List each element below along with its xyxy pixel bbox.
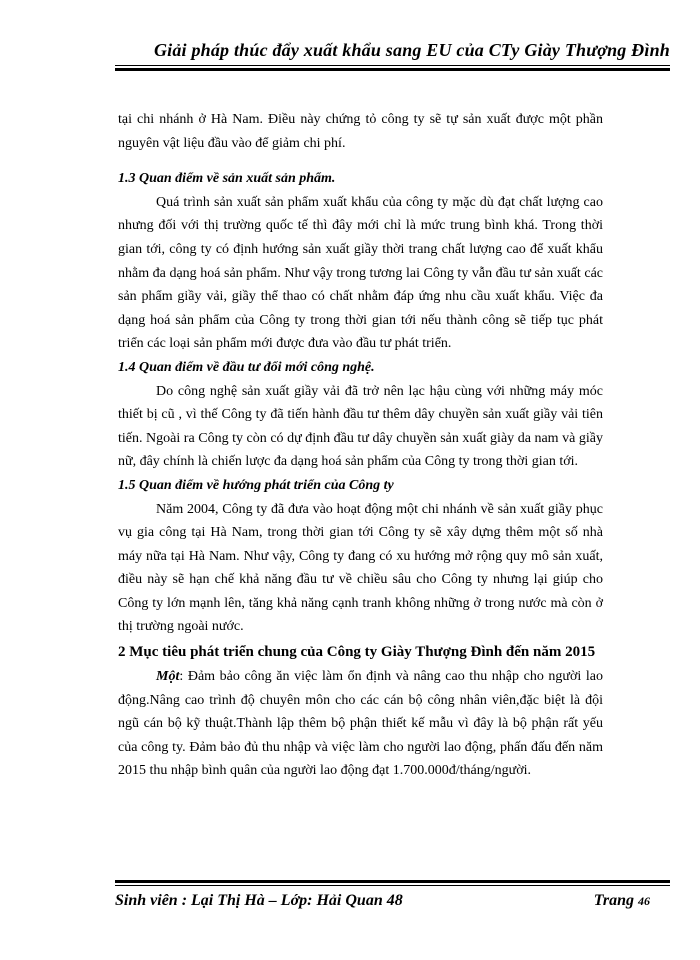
header-title: Giải pháp thúc đẩy xuất khẩu sang EU của CTy Giày Thượng Đình bbox=[153, 40, 670, 60]
section-1-5-paragraph: Năm 2004, Công ty đã đưa vào hoạt động một chi nhánh về sản xuất giầy phục vụ gia công tại Hà Nam, trong thời gian tới Công ty sẽ xây dựng thêm một số nhà máy nữa tại Hà Nam. Như vậy, Công ty đang có xu hướng mở rộng quy mô sản xuất, điều này sẽ hạn chế khả năng đầu tư về chiều sâu cho Công ty nhưng lại giúp cho Công ty lớn mạnh lên, tăng khả năng cạnh tranh không những ở trong nước mà còn ở thị trường ngoài nước. bbox=[118, 501, 603, 635]
header-rule-thick bbox=[115, 68, 670, 71]
page-footer bbox=[115, 880, 670, 920]
page-header bbox=[115, 36, 670, 70]
page-label: Trang bbox=[593, 892, 634, 909]
section-1-3-heading: 1.3 Quan điểm về sản xuất sản phẩm. bbox=[118, 171, 336, 187]
section-1-3-paragraph: Quá trình sản xuất sản phẩm xuất khẩu của công ty mặc dù đạt chất lượng cao nhưng đối với thị trường quốc tế thì đây mới chỉ là mức trung bình khá. Trong thời gian tới, công ty có định hướng sản xuất giầy thời trang chất lượng cao để xuất khẩu nhằm đa dạng hoá sản phẩm. Như vậy trong tương lai Công ty vẫn đầu tư sản xuất các sản phẩm giầy vải, giầy thể thao có chất nhằm đáp ứng nhu cầu xuất khẩu. Việc đa dạng hoá sản phẩm của Công ty trong thời gian tới nếu thành công sẽ tiếp tục phát triển các loại sản phẩm mới được đưa vào đầu tư phát triển. bbox=[118, 194, 603, 352]
page-content bbox=[118, 108, 603, 783]
header-rule bbox=[115, 65, 670, 66]
page-number: 46 bbox=[638, 894, 650, 908]
footer-rule bbox=[115, 885, 670, 886]
mot-label: Một bbox=[156, 669, 180, 685]
footer-page bbox=[594, 892, 650, 910]
section-1-4-heading: 1.4 Quan điểm về đầu tư đổi mới công nghệ. bbox=[118, 359, 375, 375]
section-1-4-paragraph: Do công nghệ sản xuất giầy vải đã trở nên lạc hậu cùng với những máy móc thiết bị cũ , vì thế Công ty đã tiến hành đầu tư thêm dây chuyền sản xuất giầy vải tiên tiến. Ngoài ra Công ty còn có dự định đầu tư dây chuyền sản xuất giày da nam và giầy nữ, đây chính là chiến lược đa dạng hoá sản phẩm của Công ty trong thời gian tới. bbox=[118, 383, 603, 470]
section-2-paragraph bbox=[118, 665, 603, 783]
mot-text: : Đảm bảo công ăn việc làm ổn định và nâng cao thu nhập cho người lao động.Nâng cao trình độ chuyên môn cho các cán bộ công nhân viên,đặc biệt là đội ngũ cán bộ kỹ thuật.Thành lập thêm bộ phận thiết kế mẫu vì đây là bộ phận rất yếu của công ty. Đảm bảo đủ thu nhập và việc làm cho người lao động, phấn đấu đến năm 2015 thu nhập bình quân của người lao động đạt 1.700.000đ/tháng/người. bbox=[118, 669, 603, 779]
footer-student: Sinh viên : Lại Thị Hà – Lớp: Hải Quan 48 bbox=[115, 892, 403, 909]
footer-rule-thick bbox=[115, 880, 670, 883]
intro-paragraph: tại chi nhánh ở Hà Nam. Điều này chứng tỏ công ty sẽ tự sản xuất được một phần nguyên vật liệu đầu vào để giảm chi phí. bbox=[118, 112, 603, 151]
section-2-heading: 2 Mục tiêu phát triển chung của Công ty Giày Thượng Đình đến năm 2015 bbox=[118, 644, 596, 661]
section-1-5-heading: 1.5 Quan điểm về hướng phát triển của Công ty bbox=[118, 477, 394, 493]
